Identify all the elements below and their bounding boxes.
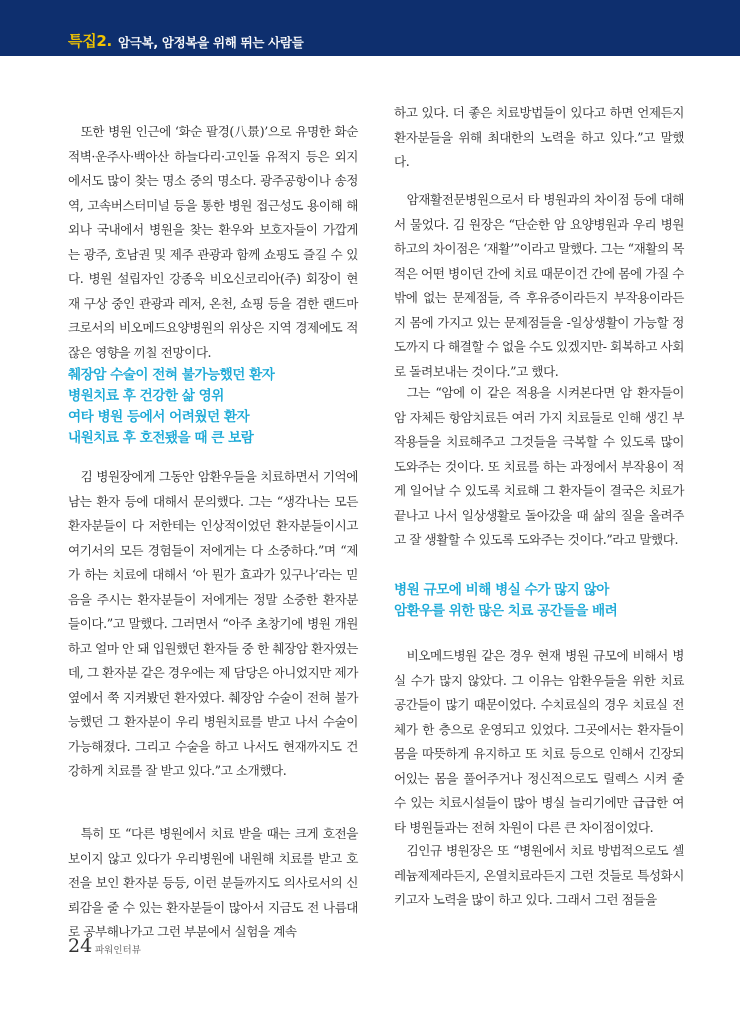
subheading bbox=[68, 365, 368, 449]
paragraph: 김인규 병원장은 또 “병원에서 치료 방법적으로도 셀레늄제제라든지, 온열치료라든지 그런 것들로 특성화시키고자 노력을 많이 하고 있다. 그래서 그런 점들을 bbox=[394, 843, 684, 907]
subheading bbox=[394, 580, 694, 622]
magazine-name: 파워인터뷰 bbox=[95, 945, 141, 956]
subheading-line: 췌장암 수술이 전혀 불가능했던 환자 bbox=[68, 367, 275, 383]
paragraph: 특히 또 “다른 병원에서 치료 받을 때는 크게 호전을 보이지 않고 있다가 우리병원에 내원해 치료를 받고 호전을 보인 환자분 등등, 이런 분들까지도 의사로서의 신뢰감을 줄 수 있는 환자분들이 많아서 지금도 전 나름대로 공부해나가고 그런 부분에서 실험을 계속 bbox=[68, 826, 358, 939]
section-title: 암극복, 암정복을 위해 뛰는 사람들 bbox=[118, 35, 304, 50]
paragraph: 하고 있다. 더 좋은 치료방법들이 있다고 하면 언제든지 환자분들을 위해 최대한의 노력을 하고 있다.”고 말했다. bbox=[394, 105, 684, 169]
paragraph: 또한 병원 인근에 ‘화순 팔경(八景)’으로 유명한 화순 적벽·운주사·백아산 하늘다리·고인돌 유적지 등은 외지에서도 많이 찾는 명소 중의 명소다. 광주공항이나 송정역, 고속버스터미널 등을 통한 병원 접근성도 용이해 해외나 국내에서 병원을 찾는 환우와 보호자들이 가깝게는 광주, 호남권 및 제주 관광과 함께 쇼핑도 즐길 수 있다. 병원 설립자인 강종욱 비오신코리아(주) 회장이 현재 구상 중인 관광과 레저, 온천, 쇼핑 등을 겸한 랜드마크로서의 비오메드요양병원의 위상은 지역 경제에도 적잖은 영향을 끼칠 전망이다. bbox=[68, 124, 358, 360]
subheading-line: 병원 규모에 비해 병실 수가 많지 않아 bbox=[394, 582, 609, 598]
subheading-line: 암환우를 위한 많은 치료 공간들을 배려 bbox=[394, 603, 618, 619]
paragraph: 김 병원장에게 그동안 암환우들을 치료하면서 기억에 남는 환자 등에 대해서 문의했다. 그는 “생각나는 모든 환자분들이 다 저한테는 인상적이었던 환자분들이시고 여기서의 모든 경험들이 저에게는 다 소중하다.”며 “제가 하는 치료에 대해서 ‘아 뭔가 효과가 있구나’라는 믿음을 주시는 환자분들이 저에게는 정말 소중한 환자분들이다.”고 말했다. 그러면서 “아주 초창기에 병원 개원하고 얼마 안 돼 입원했던 환자들 중 한 췌장암 환자였는데, 그 환자분 같은 경우에는 제 담당은 아니었지만 제가 옆에서 쭉 지켜봤던 환자였다. 췌장암 수술이 전혀 불가능했던 그 환자분이 우리 병원치료를 받고 나서 수술이 가능해졌다. 그리고 수술을 하고 나서도 현재까지도 건강하게 치료를 잘 받고 있다.”고 소개했다. bbox=[68, 469, 358, 778]
subheading-line: 여타 병원 등에서 어려웠던 환자 bbox=[68, 409, 250, 425]
paragraph: 그는 “암에 이 같은 적용을 시켜본다면 암 환자들이 암 자체든 항암치료든 여러 가지 치료들로 인해 생긴 부작용들을 치료해주고 그것들을 극복할 수 있도록 많이 도와주는 것이다. 또 치료를 하는 과정에서 부작용이 적게 일어날 수 있도록 치료해 그 환자들이 결국은 치료가 끝나고 나서 일상생활로 돌아갔을 때 삶의 질을 올려주고 잘 생활할 수 있도록 도와주는 것이다.”라고 말했다. bbox=[394, 385, 684, 547]
section-header-bar bbox=[0, 0, 740, 56]
paragraph: 암재활전문병원으로서 타 병원과의 차이점 등에 대해서 물었다. 김 원장은 “단순한 암 요양병원과 우리 병원하고의 차이점은 ‘재활’”이라고 말했다. 그는 “재활의 목적은 어떤 병이던 간에 치료 때문이건 간에 몸에 가질 수밖에 없는 문제점들, 즉 후유증이라든지 부작용이라든지 몸에 가지고 있는 문제점들을 -일상생활이 가능할 정도까지 다 해결할 수 없을 수도 있겠지만- 회복하고 사회로 돌려보내는 것이다.”고 했다. bbox=[394, 192, 684, 379]
subheading-line: 병원치료 후 건강한 삶 영위 bbox=[68, 388, 224, 404]
paragraph: 비오메드병원 같은 경우 현재 병원 규모에 비해서 병실 수가 많지 않았다. 그 이유는 암환우들을 위한 치료 공간들이 많기 때문이었다. 수치료실의 경우 치료실 전체가 한 층으로 운영되고 있었다. 그곳에서는 환자들이 몸을 따뜻하게 유지하고 또 치료 등으로 인해서 긴장되어있는 몸을 풀어주거나 정신적으로도 릴렉스 시켜 줄 수 있는 치료시설들이 많아 병실 늘리기에만 급급한 여타 병원들과는 전혀 차원이 다른 큰 차이점이었다. bbox=[394, 648, 684, 835]
subheading-line: 내원치료 후 호전됐을 때 큰 보람 bbox=[68, 430, 254, 446]
section-label: 특집2. bbox=[68, 32, 112, 50]
page-number: 24 bbox=[68, 935, 93, 957]
